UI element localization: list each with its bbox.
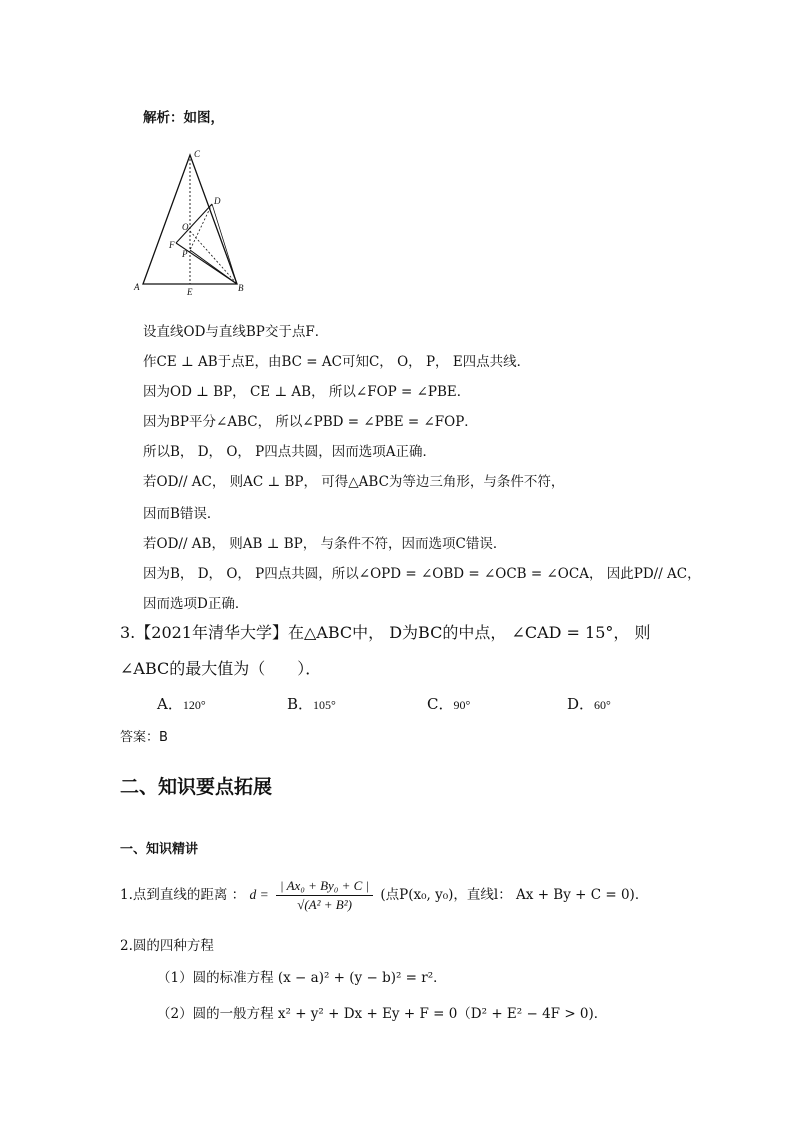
analysis-line: 若OD// AC， 则AC ⊥ BP， 可得△ABC为等边三角形，与条件不符，	[143, 474, 565, 490]
label-o: O	[182, 222, 189, 232]
analysis-line: 设直线OD与直线BP交于点F．	[143, 324, 329, 340]
analysis-line: 因为OD ⊥ BP， CE ⊥ AB， 所以∠FOP = ∠PBE．	[143, 384, 471, 400]
distance-d: d =	[249, 887, 269, 902]
distance-prefix: 1.点到直线的距离 ：	[120, 887, 246, 903]
section-title: 二、知识要点拓展	[120, 776, 273, 798]
question-stem-cont: ∠ABC的最大值为（ ）．	[120, 659, 322, 678]
segment-db	[212, 204, 237, 284]
option-letter: A．	[157, 695, 183, 713]
analysis-line: 因为BP平分∠ABC， 所以∠PBD = ∠PBE = ∠FOP．	[143, 414, 478, 430]
subsection-title: 一、知识精讲	[120, 842, 199, 857]
label-f: F	[169, 240, 175, 250]
label-e: E	[187, 287, 193, 297]
analysis-line: 因而选项D正确．	[143, 596, 249, 612]
label-c: C	[194, 149, 201, 159]
label-p: P	[182, 249, 188, 259]
analysis-title: 解析：如图，	[143, 110, 224, 126]
option-value: 120°	[182, 698, 206, 712]
circle-standard-equation: （1）圆的标准方程 (x − a)² + (y − b)² = r²．	[157, 970, 447, 986]
answer-line: 答案：B	[120, 730, 168, 745]
option-b	[287, 693, 336, 714]
analysis-line: 作CE ⊥ AB于点E，由BC = AC可知C， O， P， E四点共线．	[143, 354, 531, 370]
distance-fraction	[276, 878, 373, 913]
analysis-line: 若OD// AB， 则AB ⊥ BP， 与条件不符，因而选项C错误．	[143, 536, 507, 552]
option-value: 90°	[453, 698, 471, 712]
label-a: A	[134, 282, 140, 292]
option-value: 60°	[594, 698, 611, 712]
analysis-line: 所以B， D， O， P四点共圆，因而选项A正确．	[143, 444, 437, 460]
analysis-line: 因而B错误．	[143, 506, 221, 522]
distance-numerator: | Ax₀ + By₀ + C |	[276, 878, 373, 896]
question-stem: 3.【2021年清华大学】在△ABC中， D为BC的中点， ∠CAD = 15°， 则	[120, 623, 651, 642]
option-d	[567, 693, 611, 714]
option-value: 105°	[313, 698, 336, 712]
geometry-figure	[128, 140, 258, 300]
knowledge-item-circle: 2.圆的四种方程	[120, 938, 214, 954]
label-d: D	[214, 196, 221, 206]
option-letter: B．	[287, 695, 314, 713]
circle-general-equation: （2）圆的一般方程 x² + y² + Dx + Ey + F = 0（D² + E² − 4F > 0)．	[157, 1006, 608, 1022]
knowledge-item-distance	[120, 878, 648, 913]
label-b: B	[238, 283, 244, 293]
analysis-line: 因为B， D， O， P四点共圆，所以∠OPD = ∠OBD = ∠OCB = ∠OCA， 因此PD// AC，	[143, 566, 701, 582]
option-c	[427, 693, 470, 714]
segment-pb	[190, 250, 237, 284]
option-a	[157, 693, 206, 714]
option-letter: C．	[427, 695, 454, 713]
distance-denominator: √(A² + B²)	[297, 897, 352, 912]
distance-suffix: (点P(x₀, y₀)，直线l： Ax + By + C = 0)．	[380, 887, 649, 903]
option-letter: D．	[567, 695, 595, 713]
